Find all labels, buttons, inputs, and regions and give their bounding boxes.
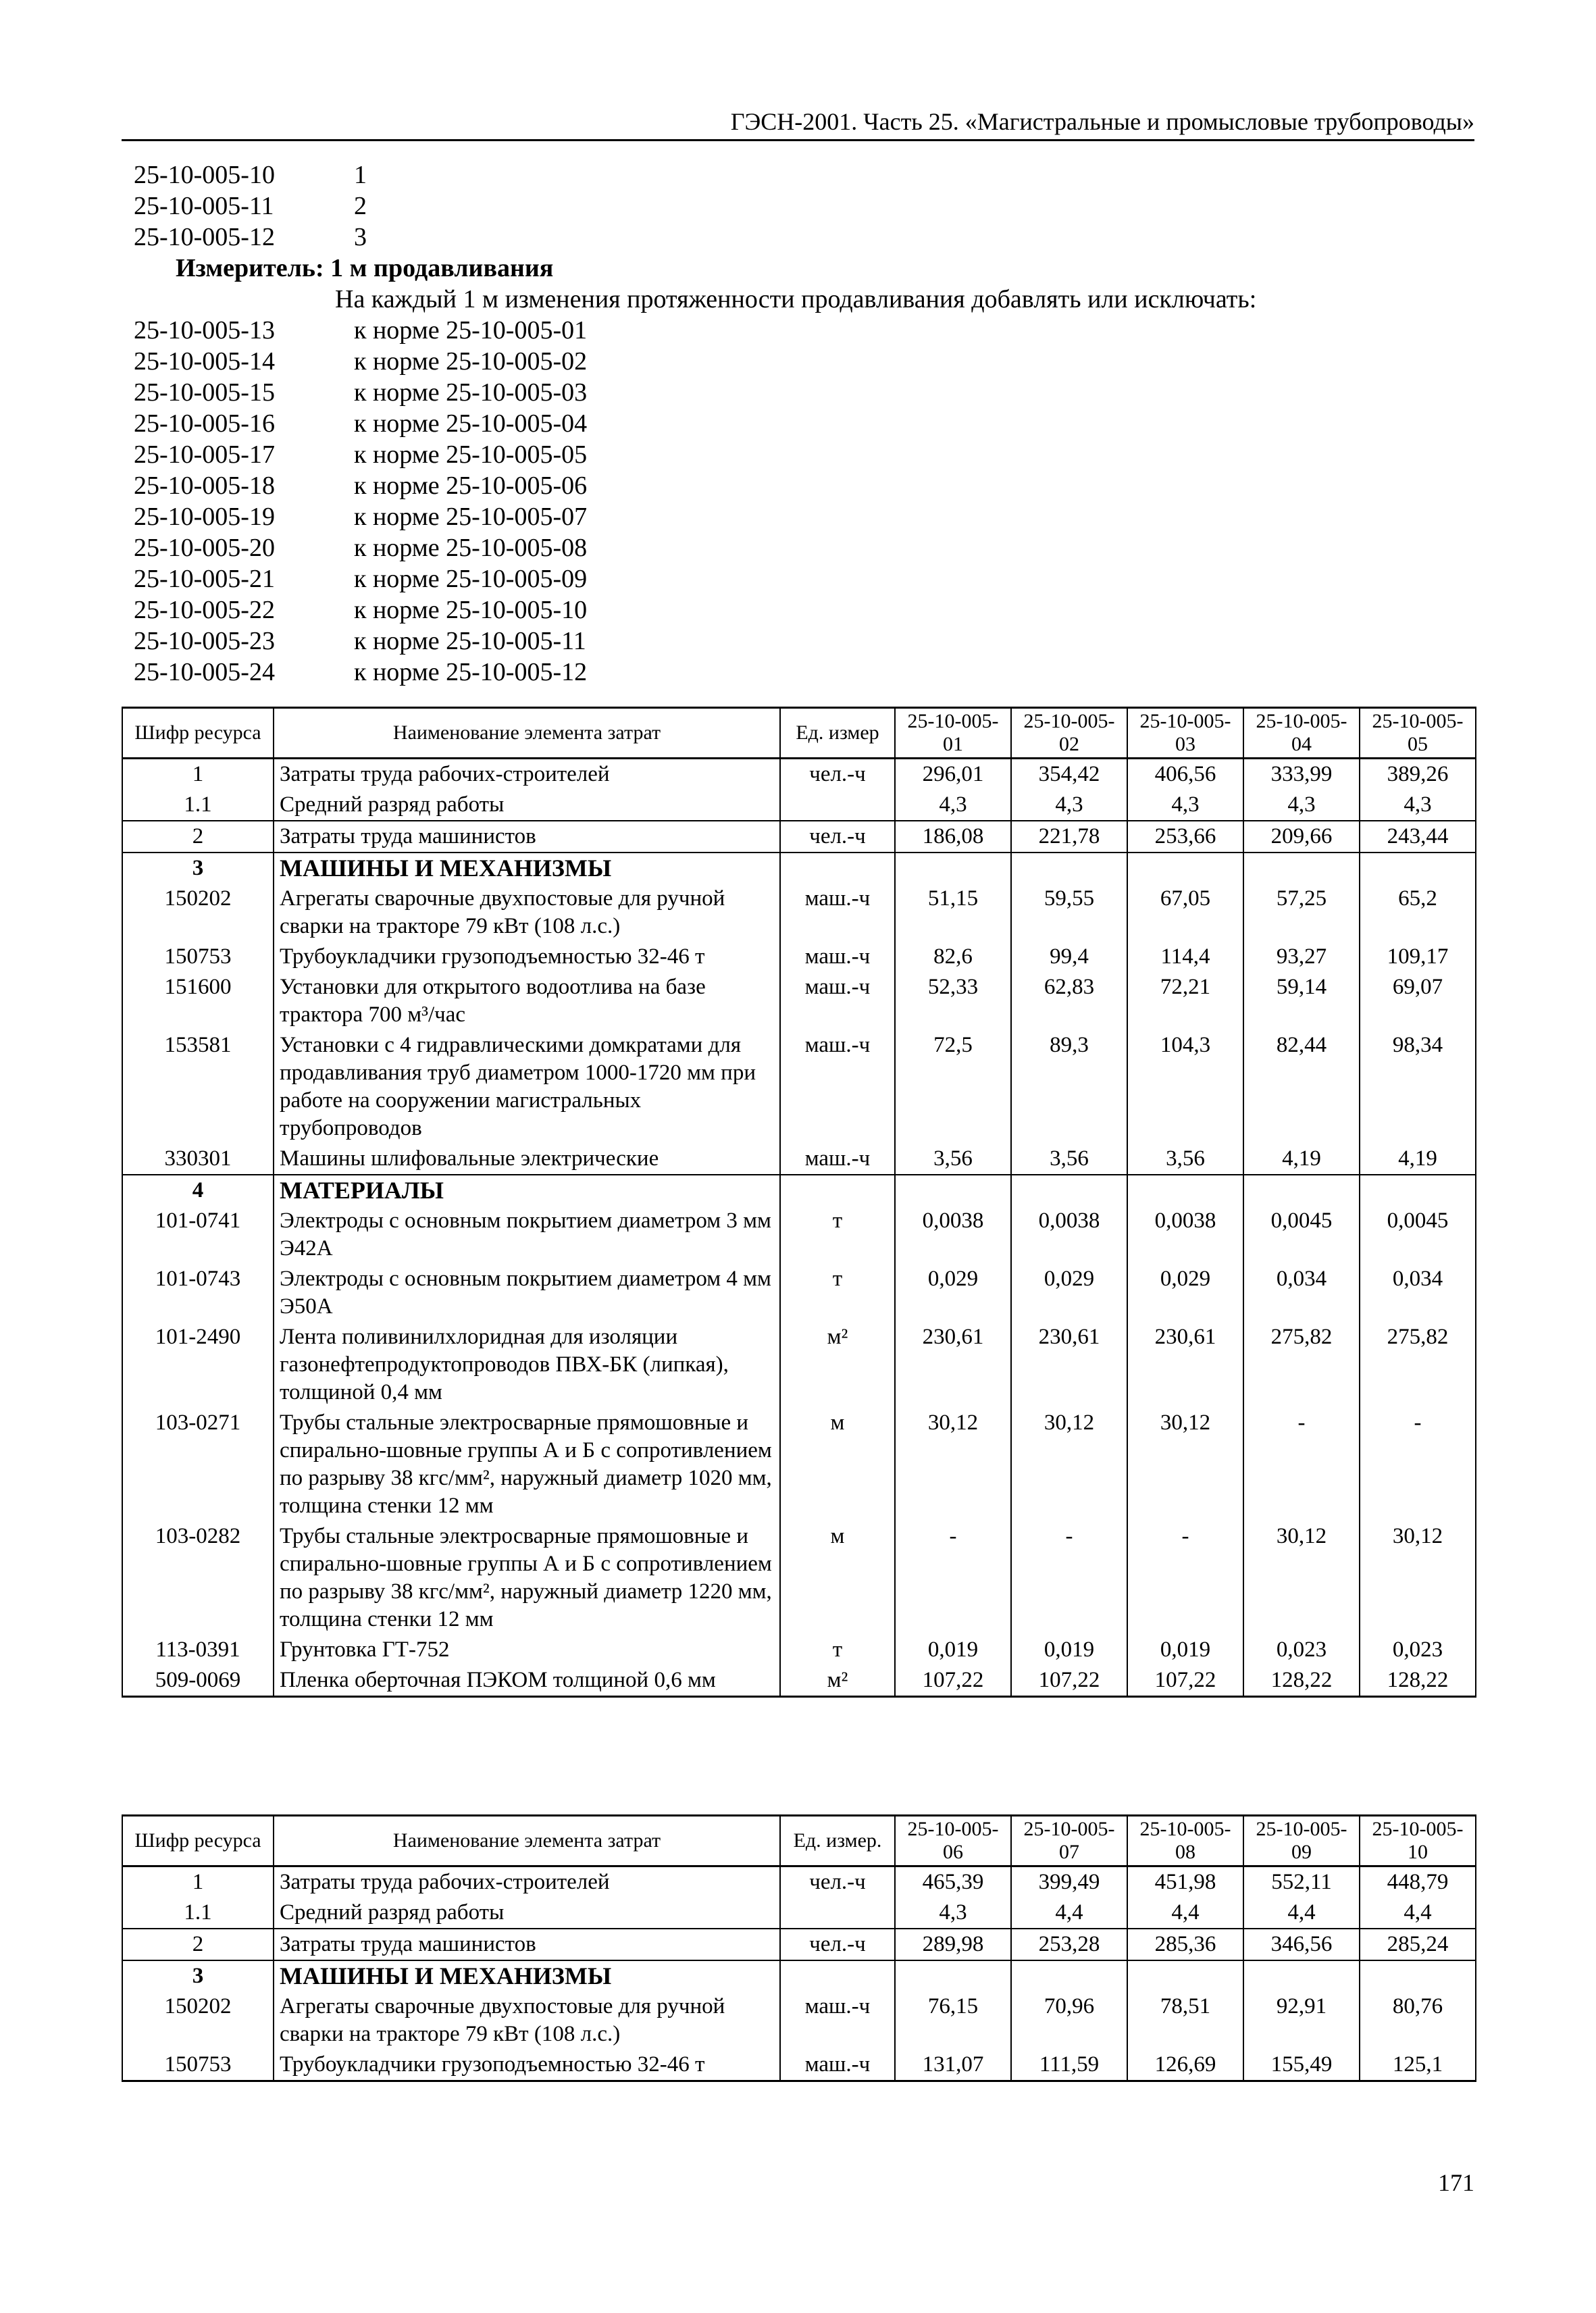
table-row: [122, 942, 1476, 972]
resource-code: 1.1: [122, 790, 274, 821]
norm-value: 3,56: [1127, 1144, 1243, 1175]
norm-value: 0,023: [1243, 1635, 1360, 1665]
resource-unit: чел.-ч: [780, 759, 895, 790]
resource-code: 509-0069: [122, 1665, 274, 1697]
norm-value: 230,61: [1011, 1322, 1127, 1408]
resource-code: 150753: [122, 942, 274, 972]
norm-value: [895, 853, 1011, 884]
column-header: 25-10-005-03: [1127, 708, 1243, 759]
column-header: 25-10-005-06: [895, 1816, 1011, 1866]
norm-value: 389,26: [1360, 759, 1476, 790]
norm-value: [1243, 1960, 1360, 1991]
table-row: [122, 1322, 1476, 1408]
norm-value: 346,56: [1243, 1929, 1360, 1960]
norm-value: 186,08: [895, 821, 1011, 853]
resource-code: 101-2490: [122, 1322, 274, 1408]
norm-value: [1243, 853, 1360, 884]
norm-value: 99,4: [1011, 942, 1127, 972]
norm-value: 221,78: [1011, 821, 1127, 853]
table-row: [122, 1144, 1476, 1175]
norm-value: 107,22: [1127, 1665, 1243, 1697]
resource-name: Трубы стальные электросварные прямошовные и спирально-шовные группы А и Б с сопротивлением по разрыву 38 кгс/мм², наружный диаметр 1020 мм, толщина стенки 12 мм: [274, 1408, 780, 1521]
resource-code: 4: [122, 1175, 274, 1206]
table-row: [122, 1635, 1476, 1665]
norm-value: 0,029: [1011, 1264, 1127, 1322]
norm-value: 552,11: [1243, 1866, 1360, 1898]
resource-name: Средний разряд работы: [274, 1898, 780, 1929]
resource-code: 113-0391: [122, 1635, 274, 1665]
norm-value: 69,07: [1360, 972, 1476, 1030]
resource-name: Грунтовка ГТ-752: [274, 1635, 780, 1665]
norm-value: 4,19: [1360, 1144, 1476, 1175]
norm-value: 0,034: [1243, 1264, 1360, 1322]
table-row: [122, 1521, 1476, 1635]
norm-value: 0,019: [1011, 1635, 1127, 1665]
column-header: 25-10-005-04: [1243, 708, 1360, 759]
table-row: [122, 1665, 1476, 1697]
norm-value: 89,3: [1011, 1030, 1127, 1144]
norm-value: 59,14: [1243, 972, 1360, 1030]
norm-value: 230,61: [1127, 1322, 1243, 1408]
resource-name: Агрегаты сварочные двухпостовые для ручной сварки на тракторе 79 кВт (108 л.с.): [274, 884, 780, 942]
norm-value: 30,12: [895, 1408, 1011, 1521]
table-row: [122, 1206, 1476, 1264]
resource-name: Трубы стальные электросварные прямошовные и спирально-шовные группы А и Б с сопротивлением по разрыву 38 кгс/мм², наружный диаметр 1220 мм, толщина стенки 12 мм: [274, 1521, 780, 1635]
resource-unit: м: [780, 1521, 895, 1635]
resource-code: 3: [122, 1960, 274, 1991]
resource-name: Агрегаты сварочные двухпостовые для ручной сварки на тракторе 79 кВт (108 л.с.): [274, 1991, 780, 2050]
resource-name: Лента поливинилхлоридная для изоляции газонефтепродуктопроводов ПВХ-БК (липкая), толщиной 0,4 мм: [274, 1322, 780, 1408]
norm-value: [1243, 1175, 1360, 1206]
norm-value: 65,2: [1360, 884, 1476, 942]
resource-name: Машины шлифовальные электрические: [274, 1144, 780, 1175]
resource-code: 101-0743: [122, 1264, 274, 1322]
norm-value: 465,39: [895, 1866, 1011, 1898]
norm-value: [895, 1175, 1011, 1206]
norm-value: 82,44: [1243, 1030, 1360, 1144]
table-row: [122, 884, 1476, 942]
resource-table-2: [122, 1814, 1476, 2082]
resource-unit: маш.-ч: [780, 2050, 895, 2081]
resource-code: 1: [122, 1866, 274, 1898]
resource-code: 330301: [122, 1144, 274, 1175]
resource-unit: т: [780, 1206, 895, 1264]
norm-value: 0,0038: [1127, 1206, 1243, 1264]
resource-code: 150202: [122, 884, 274, 942]
norm-value: 285,24: [1360, 1929, 1476, 1960]
norm-value: 4,4: [1127, 1898, 1243, 1929]
norm-value: 30,12: [1127, 1408, 1243, 1521]
norm-value: 253,66: [1127, 821, 1243, 853]
resource-code: 1: [122, 759, 274, 790]
running-header: ГЭСН-2001. Часть 25. «Магистральные и промысловые трубопроводы»: [122, 107, 1474, 141]
resource-name: Электроды с основным покрытием диаметром 4 мм Э50А: [274, 1264, 780, 1322]
resource-name: МАШИНЫ И МЕХАНИЗМЫ: [274, 853, 780, 884]
table-row: [122, 2050, 1476, 2081]
norm-value: 104,3: [1127, 1030, 1243, 1144]
resource-name: Затраты труда машинистов: [274, 1929, 780, 1960]
table-row: [122, 1175, 1476, 1206]
resource-code: 150753: [122, 2050, 274, 2081]
norm-value: 155,49: [1243, 2050, 1360, 2081]
resource-name: Затраты труда рабочих-строителей: [274, 759, 780, 790]
norm-value: -: [1127, 1521, 1243, 1635]
norm-value: [1360, 853, 1476, 884]
resource-unit: м²: [780, 1322, 895, 1408]
resource-unit: чел.-ч: [780, 1929, 895, 1960]
column-header: Шифр ресурса: [122, 1816, 274, 1866]
norm-value: 0,019: [1127, 1635, 1243, 1665]
resource-name: Установки для открытого водоотлива на базе трактора 700 м³/час: [274, 972, 780, 1030]
resource-unit: чел.-ч: [780, 821, 895, 853]
table-row: [122, 1030, 1476, 1144]
norm-value: 125,1: [1360, 2050, 1476, 2081]
norm-value: 451,98: [1127, 1866, 1243, 1898]
column-header: 25-10-005-08: [1127, 1816, 1243, 1866]
column-header: Ед. измер: [780, 708, 895, 759]
norm-value: 4,3: [1360, 790, 1476, 821]
resource-code: 103-0271: [122, 1408, 274, 1521]
resource-unit: [780, 790, 895, 821]
resource-code: 101-0741: [122, 1206, 274, 1264]
resource-code: 3: [122, 853, 274, 884]
norm-value: 406,56: [1127, 759, 1243, 790]
norm-value: 72,5: [895, 1030, 1011, 1144]
norm-value: 275,82: [1243, 1322, 1360, 1408]
norm-value: 0,034: [1360, 1264, 1476, 1322]
resource-unit: маш.-ч: [780, 1144, 895, 1175]
norm-value: 51,15: [895, 884, 1011, 942]
norm-value: 399,49: [1011, 1866, 1127, 1898]
resource-unit: [780, 1960, 895, 1991]
norm-value: 78,51: [1127, 1991, 1243, 2050]
norm-value: 4,4: [1011, 1898, 1127, 1929]
resource-name: Электроды с основным покрытием диаметром 3 мм Э42А: [274, 1206, 780, 1264]
norm-value: -: [1360, 1408, 1476, 1521]
resource-name: Пленка оберточная ПЭКОМ толщиной 0,6 мм: [274, 1665, 780, 1697]
table-row: [122, 1898, 1476, 1929]
norm-value: -: [895, 1521, 1011, 1635]
norm-value: -: [1011, 1521, 1127, 1635]
norm-value: 4,3: [1011, 790, 1127, 821]
resource-code: 2: [122, 821, 274, 853]
norm-value: 0,029: [1127, 1264, 1243, 1322]
resource-name: МАШИНЫ И МЕХАНИЗМЫ: [274, 1960, 780, 1991]
norm-value: 114,4: [1127, 942, 1243, 972]
norm-value: 98,34: [1360, 1030, 1476, 1144]
resource-unit: маш.-ч: [780, 942, 895, 972]
norm-value: 4,19: [1243, 1144, 1360, 1175]
norm-value: 107,22: [895, 1665, 1011, 1697]
norm-value: [1011, 1960, 1127, 1991]
norm-value: 72,21: [1127, 972, 1243, 1030]
resource-code: 1.1: [122, 1898, 274, 1929]
resource-unit: маш.-ч: [780, 1030, 895, 1144]
norm-value: 285,36: [1127, 1929, 1243, 1960]
norm-value: 107,22: [1011, 1665, 1127, 1697]
norm-value: 4,3: [1127, 790, 1243, 821]
resource-unit: т: [780, 1635, 895, 1665]
resource-code: 2: [122, 1929, 274, 1960]
table-row: [122, 790, 1476, 821]
table-row: [122, 1866, 1476, 1898]
norm-value: 3,56: [1011, 1144, 1127, 1175]
column-header: Наименование элемента затрат: [274, 708, 780, 759]
resource-code: 151600: [122, 972, 274, 1030]
resource-name: Трубоукладчики грузоподъемностью 32-46 т: [274, 942, 780, 972]
norm-value: [1127, 1960, 1243, 1991]
norm-value: 109,17: [1360, 942, 1476, 972]
norm-value: [1011, 1175, 1127, 1206]
norm-value: 92,91: [1243, 1991, 1360, 2050]
norm-value: 52,33: [895, 972, 1011, 1030]
column-header: Ед. измер.: [780, 1816, 895, 1866]
norm-value: 30,12: [1011, 1408, 1127, 1521]
norm-value: [1127, 1175, 1243, 1206]
column-header: 25-10-005-09: [1243, 1816, 1360, 1866]
norm-value: 0,023: [1360, 1635, 1476, 1665]
norm-value: 296,01: [895, 759, 1011, 790]
table-row: [122, 1929, 1476, 1960]
norm-value: 4,3: [895, 1898, 1011, 1929]
norm-value: 3,56: [895, 1144, 1011, 1175]
column-header: 25-10-005-05: [1360, 708, 1476, 759]
column-header: 25-10-005-02: [1011, 708, 1127, 759]
norm-value: 30,12: [1360, 1521, 1476, 1635]
norm-value: 4,3: [895, 790, 1011, 821]
norm-value: 80,76: [1360, 1991, 1476, 2050]
norm-value: 4,4: [1243, 1898, 1360, 1929]
column-header: Наименование элемента затрат: [274, 1816, 780, 1866]
table-row: [122, 1408, 1476, 1521]
table-row: [122, 759, 1476, 790]
norm-value: 0,0045: [1360, 1206, 1476, 1264]
norm-value: 448,79: [1360, 1866, 1476, 1898]
norm-value: 131,07: [895, 2050, 1011, 2081]
resource-unit: маш.-ч: [780, 972, 895, 1030]
column-header: Шифр ресурса: [122, 708, 274, 759]
norm-value: 82,6: [895, 942, 1011, 972]
norm-value: 111,59: [1011, 2050, 1127, 2081]
resource-unit: м: [780, 1408, 895, 1521]
resource-name: Установки с 4 гидравлическими домкратами для продавливания труб диаметром 1000-1720 мм при работе на сооружении магистральных трубопроводов: [274, 1030, 780, 1144]
resource-unit: т: [780, 1264, 895, 1322]
column-header: 25-10-005-01: [895, 708, 1011, 759]
resource-code: 153581: [122, 1030, 274, 1144]
norm-value: 4,3: [1243, 790, 1360, 821]
resource-unit: чел.-ч: [780, 1866, 895, 1898]
resource-unit: м²: [780, 1665, 895, 1697]
table-row: [122, 1960, 1476, 1991]
table-row: [122, 1264, 1476, 1322]
resource-name: Средний разряд работы: [274, 790, 780, 821]
resource-code: 103-0282: [122, 1521, 274, 1635]
norm-value: 4,4: [1360, 1898, 1476, 1929]
norm-value: 62,83: [1011, 972, 1127, 1030]
norm-value: 30,12: [1243, 1521, 1360, 1635]
resource-code: 150202: [122, 1991, 274, 2050]
table-row: [122, 853, 1476, 884]
norm-value: 128,22: [1360, 1665, 1476, 1697]
norm-value: 275,82: [1360, 1322, 1476, 1408]
norm-value: [1011, 853, 1127, 884]
table-row: [122, 1991, 1476, 2050]
norm-value: 230,61: [895, 1322, 1011, 1408]
norm-value: 126,69: [1127, 2050, 1243, 2081]
resource-name: Затраты труда рабочих-строителей: [274, 1866, 780, 1898]
norm-value: 0,0045: [1243, 1206, 1360, 1264]
norm-value: 93,27: [1243, 942, 1360, 972]
norm-value: [1127, 853, 1243, 884]
resource-unit: [780, 1175, 895, 1206]
norm-value: 0,0038: [895, 1206, 1011, 1264]
norm-value: 57,25: [1243, 884, 1360, 942]
column-header: 25-10-005-07: [1011, 1816, 1127, 1866]
norm-value: 289,98: [895, 1929, 1011, 1960]
page-number: 171: [1438, 2169, 1474, 2196]
resource-unit: [780, 1898, 895, 1929]
norm-value: [1360, 1175, 1476, 1206]
resource-unit: маш.-ч: [780, 1991, 895, 2050]
norm-value: 253,28: [1011, 1929, 1127, 1960]
resource-table-1: [122, 707, 1476, 1698]
norm-value: 354,42: [1011, 759, 1127, 790]
resource-name: Затраты труда машинистов: [274, 821, 780, 853]
table-row: [122, 821, 1476, 853]
resource-unit: [780, 853, 895, 884]
norm-value: 67,05: [1127, 884, 1243, 942]
resource-name: МАТЕРИАЛЫ: [274, 1175, 780, 1206]
table-row: [122, 972, 1476, 1030]
norm-value: 59,55: [1011, 884, 1127, 942]
norm-value: 333,99: [1243, 759, 1360, 790]
resource-name: Трубоукладчики грузоподъемностью 32-46 т: [274, 2050, 780, 2081]
norm-value: 76,15: [895, 1991, 1011, 2050]
table-header-row: [122, 1816, 1476, 1866]
column-header: 25-10-005-10: [1360, 1816, 1476, 1866]
norm-value: 243,44: [1360, 821, 1476, 853]
norm-value: -: [1243, 1408, 1360, 1521]
norm-value: 0,0038: [1011, 1206, 1127, 1264]
norm-value: 128,22: [1243, 1665, 1360, 1697]
norm-value: [895, 1960, 1011, 1991]
norm-value: 0,019: [895, 1635, 1011, 1665]
norm-value: 70,96: [1011, 1991, 1127, 2050]
table-header-row: [122, 708, 1476, 759]
norm-value: [1360, 1960, 1476, 1991]
norm-value: 0,029: [895, 1264, 1011, 1322]
norm-value: 209,66: [1243, 821, 1360, 853]
resource-unit: маш.-ч: [780, 884, 895, 942]
